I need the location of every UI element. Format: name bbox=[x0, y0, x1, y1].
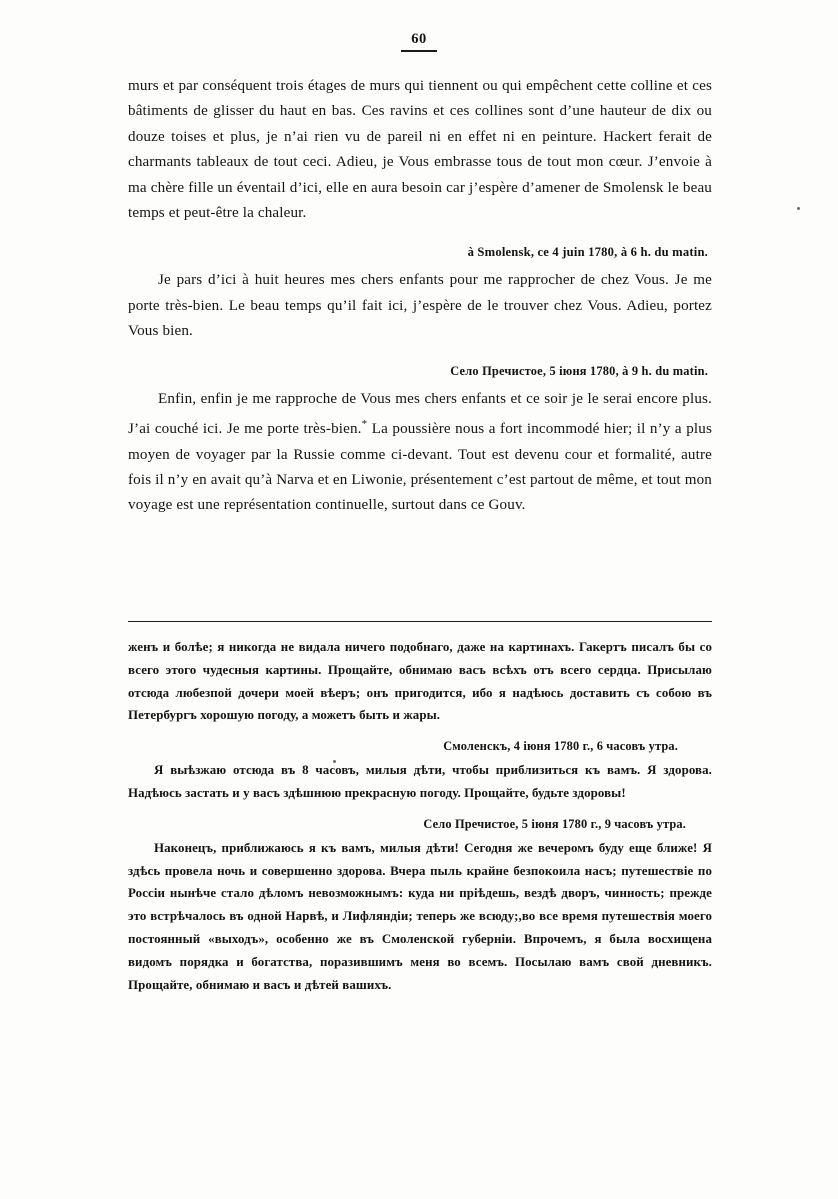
page-speck bbox=[797, 207, 800, 210]
letter-datemark-smolensk: à Smolensk, ce 4 juin 1780, à 6 h. du matin. bbox=[467, 245, 708, 260]
russian-body-prechistoe: Наконецъ, приближаюсь я къ вамъ, милыя дѣти! Сегодня же вечеромъ буду еще ближе! Я здѣсь провела ночь и совершенно здорова. Вчера пыль крайне безпокоила насъ; путешествіе по Россіи нынѣче стало дѣломъ невозможнымъ: куда ни пріѣдешь, вездѣ дворъ, чинность; прежде это встрѣчалось въ одной Нарвѣ, и Лифляндіи; теперь же всюду;,во все время путешествія моего постоянный «выходъ», особенно же въ Смоленской губерніи. Впрочемъ, я была восхищена видомъ порядка и богатства, поразившимъ меня во всемъ. Посылаю вамъ свой дневникъ. Прощайте, обнимаю и васъ и дѣтей вашихъ. bbox=[128, 840, 712, 992]
footnote-divider bbox=[128, 621, 712, 622]
letter-body-smolensk: Je pars d’ici à huit heures mes chers enfants pour me rapprocher de chez Vous. Je me porte très-bien. Le beau temps qu’il fait ici, j’espère de le trouver chez Vous. Adieu, portez Vous bien. bbox=[128, 272, 712, 340]
page-header bbox=[0, 30, 838, 52]
russian-body-smolensk: Я выѣзжаю отсюда въ 8 часовъ, милыя дѣти, чтобы приблизиться къ вамъ. Я здорова. Надѣюсь застать и у васъ здѣшнюю прекрасную погоду. Прощайте, будьте здоровы! bbox=[128, 763, 712, 800]
russian-datemark-smolensk: Смоленскъ, 4 іюня 1780 г., 6 часовъ утра. bbox=[443, 739, 678, 754]
russian-translation-block bbox=[128, 636, 712, 996]
letter-body-prechistoe-part2: La poussière nous a fort incommodé hier; il n’y a plus moyen de voyager par la Russie comme ci-devant. Tout est devenu cour et formalité, autre fois il n’y en avait qu’à Narva et en Liwonie, présentement c’est partout de même, et tout mon voyage est une représentation continuelle, surtout dans ce Gouv. bbox=[128, 421, 712, 514]
french-text-block bbox=[128, 74, 712, 519]
russian-datemark-prechistoe: Село Пречистое, 5 іюня 1780 г., 9 часовъ утра. bbox=[423, 816, 686, 831]
page-number: 60 bbox=[401, 31, 437, 52]
footnote-marker: * bbox=[361, 418, 368, 431]
letter-body-prechistoe bbox=[128, 387, 712, 519]
page-speck bbox=[333, 760, 336, 763]
letter-body-prechistoe-part1: Enfin, enfin je me rapproche de Vous mes chers enfants et ce soir je le serai encore plus. J’ai couché ici. Je me porte très-bien. bbox=[128, 390, 712, 438]
russian-paragraph-continuation: женъ и болѣе; я никогда не видала ничего подобнаго, даже на картинахъ. Гакертъ писалъ бы со всего этого чудесныя картины. Прощайте, обнимаю васъ всѣхъ отъ всего сердца. Присылаю отсюда любезпой дочери моей вѣеръ; онъ пригодится, ибо я надѣюсь доставить съ собою въ Петербургъ хорошую погоду, а можетъ быть и жары. bbox=[128, 640, 712, 723]
letter-datemark-prechistoe: Село Пречистое, 5 іюня 1780, à 9 h. du matin. bbox=[450, 363, 708, 378]
paragraph-continuation: murs et par conséquent trois étages de murs qui tiennent ou qui empêchent cette colline et ces bâtiments de glisser du haut en bas. Ces ravins et ces collines sont d’une hauteur de dix ou douze toises et plus, je n’ai rien vu de pareil ni en effet ni en peinture. Hackert ferait de charmants tableaux de tout ceci. Adieu, je Vous embrasse tous de tout mon cœur. J’envoie à ma chère fille un éventail d’ici, elle en aura besoin car j’espère d’amener de Smolensk le beau temps et peut-être la chaleur. bbox=[128, 78, 712, 222]
